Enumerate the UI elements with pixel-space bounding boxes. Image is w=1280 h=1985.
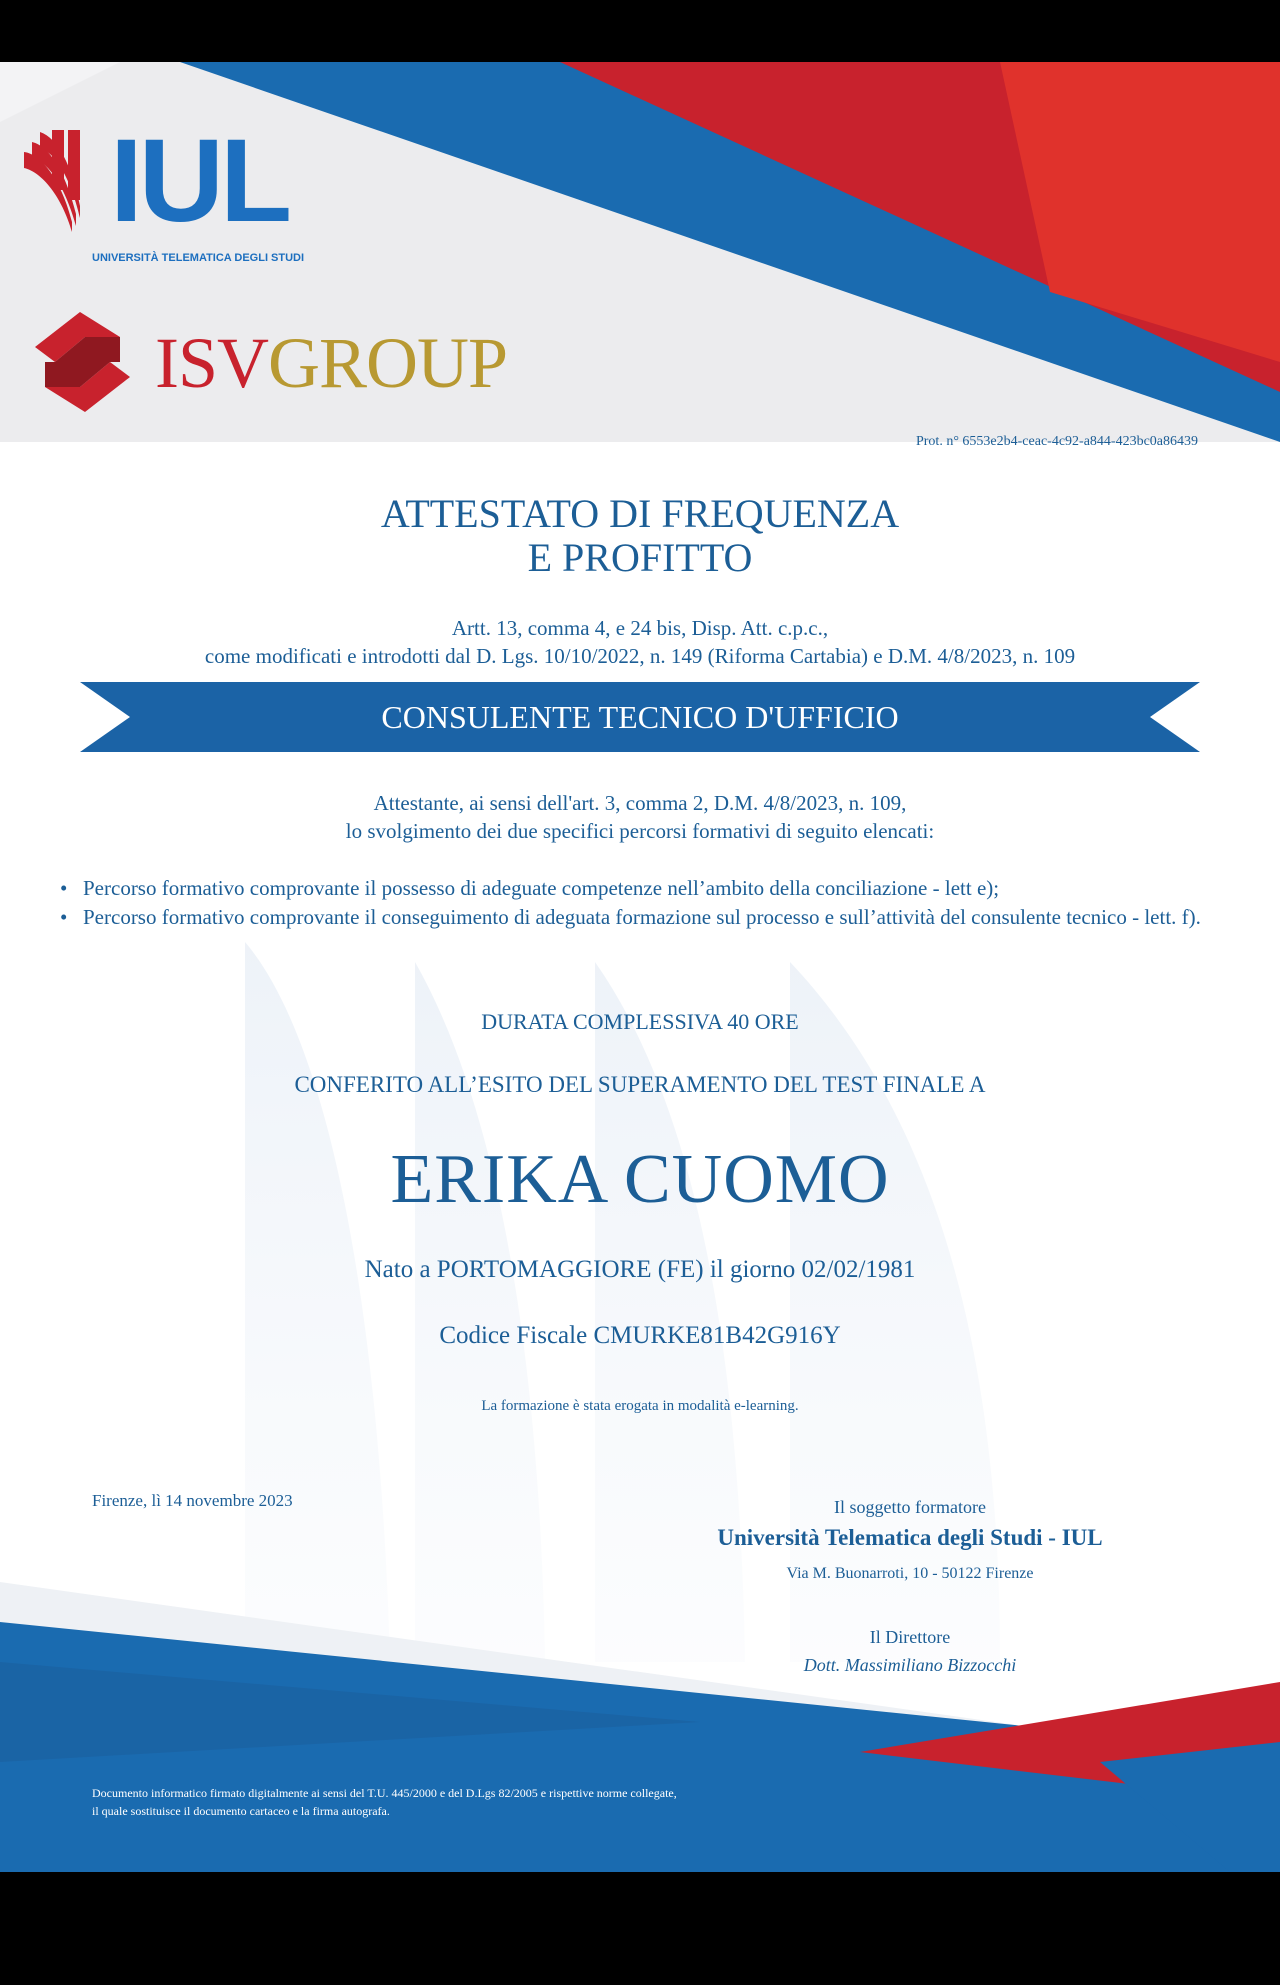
- isv-group-logo: [25, 307, 545, 417]
- isv-wordmark-part1: ISV: [155, 323, 269, 403]
- course-item: • Percorso formativo comprovante il possesso di adeguate competenze nell’ambito della conciliazione - lett e);: [58, 874, 1208, 903]
- course-list: [58, 874, 1208, 932]
- digital-signature-note: [92, 1784, 992, 1820]
- director-label: Il Direttore: [869, 1627, 951, 1647]
- director-name: Dott. Massimiliano Bizzocchi: [803, 1655, 1017, 1675]
- conferred-statement: CONFERITO ALL’ESITO DEL SUPERAMENTO DEL TEST FINALE A: [294, 1072, 986, 1097]
- recipient-name: ERIKA CUOMO: [390, 1141, 890, 1218]
- attestation-line2: lo svolgimento dei due specifici percorsi formativi di seguito elencati:: [345, 819, 935, 843]
- recipient-tax-code: Codice Fiscale CMURKE81B42G916Y: [439, 1322, 841, 1349]
- sail-watermark-4: [790, 962, 1000, 1662]
- sail-watermark-1: [245, 942, 390, 1662]
- legal-references-line1: Artt. 13, comma 4, e 24 bis, Disp. Att. c.p.c.,: [451, 616, 829, 640]
- issuer-name: Università Telematica degli Studi - IUL: [717, 1525, 1103, 1550]
- iul-wordmark: IUL: [110, 115, 289, 247]
- legal-references: [0, 614, 1280, 670]
- certificate-title-line2: E PROFITTO: [527, 535, 753, 580]
- certificate-title: [0, 492, 1280, 580]
- role-ribbon: [80, 682, 1200, 752]
- recipient-birth: Nato a PORTOMAGGIORE (FE) il giorno 02/02/1981: [364, 1256, 916, 1283]
- iul-book-icon: [22, 102, 102, 242]
- place-date: Firenze, lì 14 novembre 2023: [92, 1491, 293, 1510]
- delivery-mode: La formazione è stata erogata in modalità e-learning.: [481, 1398, 799, 1414]
- legal-references-line2: come modificati e introdotti dal D. Lgs. 10/10/2022, n. 149 (Riforma Cartabia) e D.M. 4/8/2023, n. 109: [204, 644, 1076, 668]
- footnote-line1: Documento informatico firmato digitalmente ai sensi del T.U. 445/2000 e del D.Lgs 82/2005 e rispettive norme collegate,: [92, 1786, 677, 1800]
- ribbon-label: CONSULENTE TECNICO D'UFFICIO: [381, 699, 899, 735]
- isv-emblem-icon: [25, 307, 145, 417]
- course-item: • Percorso formativo comprovante il conseguimento di adeguata formazione sul processo e sull’attività del consulente tecnico - lett. f).: [58, 903, 1208, 932]
- iul-subtitle: UNIVERSITÀ TELEMATICA DEGLI STUDI: [92, 252, 305, 264]
- certificate-page: [0, 62, 1280, 1872]
- issuer-address: Via M. Buonarroti, 10 - 50122 Firenze: [786, 1565, 1034, 1582]
- attestation-line1: Attestante, ai sensi dell'art. 3, comma 2, D.M. 4/8/2023, n. 109,: [373, 791, 907, 815]
- sail-watermark-3: [595, 962, 745, 1662]
- course-duration: DURATA COMPLESSIVA 40 ORE: [481, 1009, 799, 1034]
- isv-wordmark-part2: GROUP: [268, 323, 508, 403]
- footnote-line2: il quale sostituisce il documento cartaceo e la firma autografa.: [92, 1804, 390, 1818]
- iul-logo: [22, 102, 322, 272]
- certificate-title-line1: ATTESTATO DI FREQUENZA: [380, 491, 900, 536]
- attestation-text: [0, 789, 1280, 845]
- issuer-label: Il soggetto formatore: [834, 1497, 986, 1517]
- sail-watermark-2: [415, 962, 545, 1662]
- protocol-number: Prot. n° 6553e2b4-ceac-4c92-a844-423bc0a86439: [915, 434, 1198, 449]
- isv-wordmark: [155, 323, 508, 403]
